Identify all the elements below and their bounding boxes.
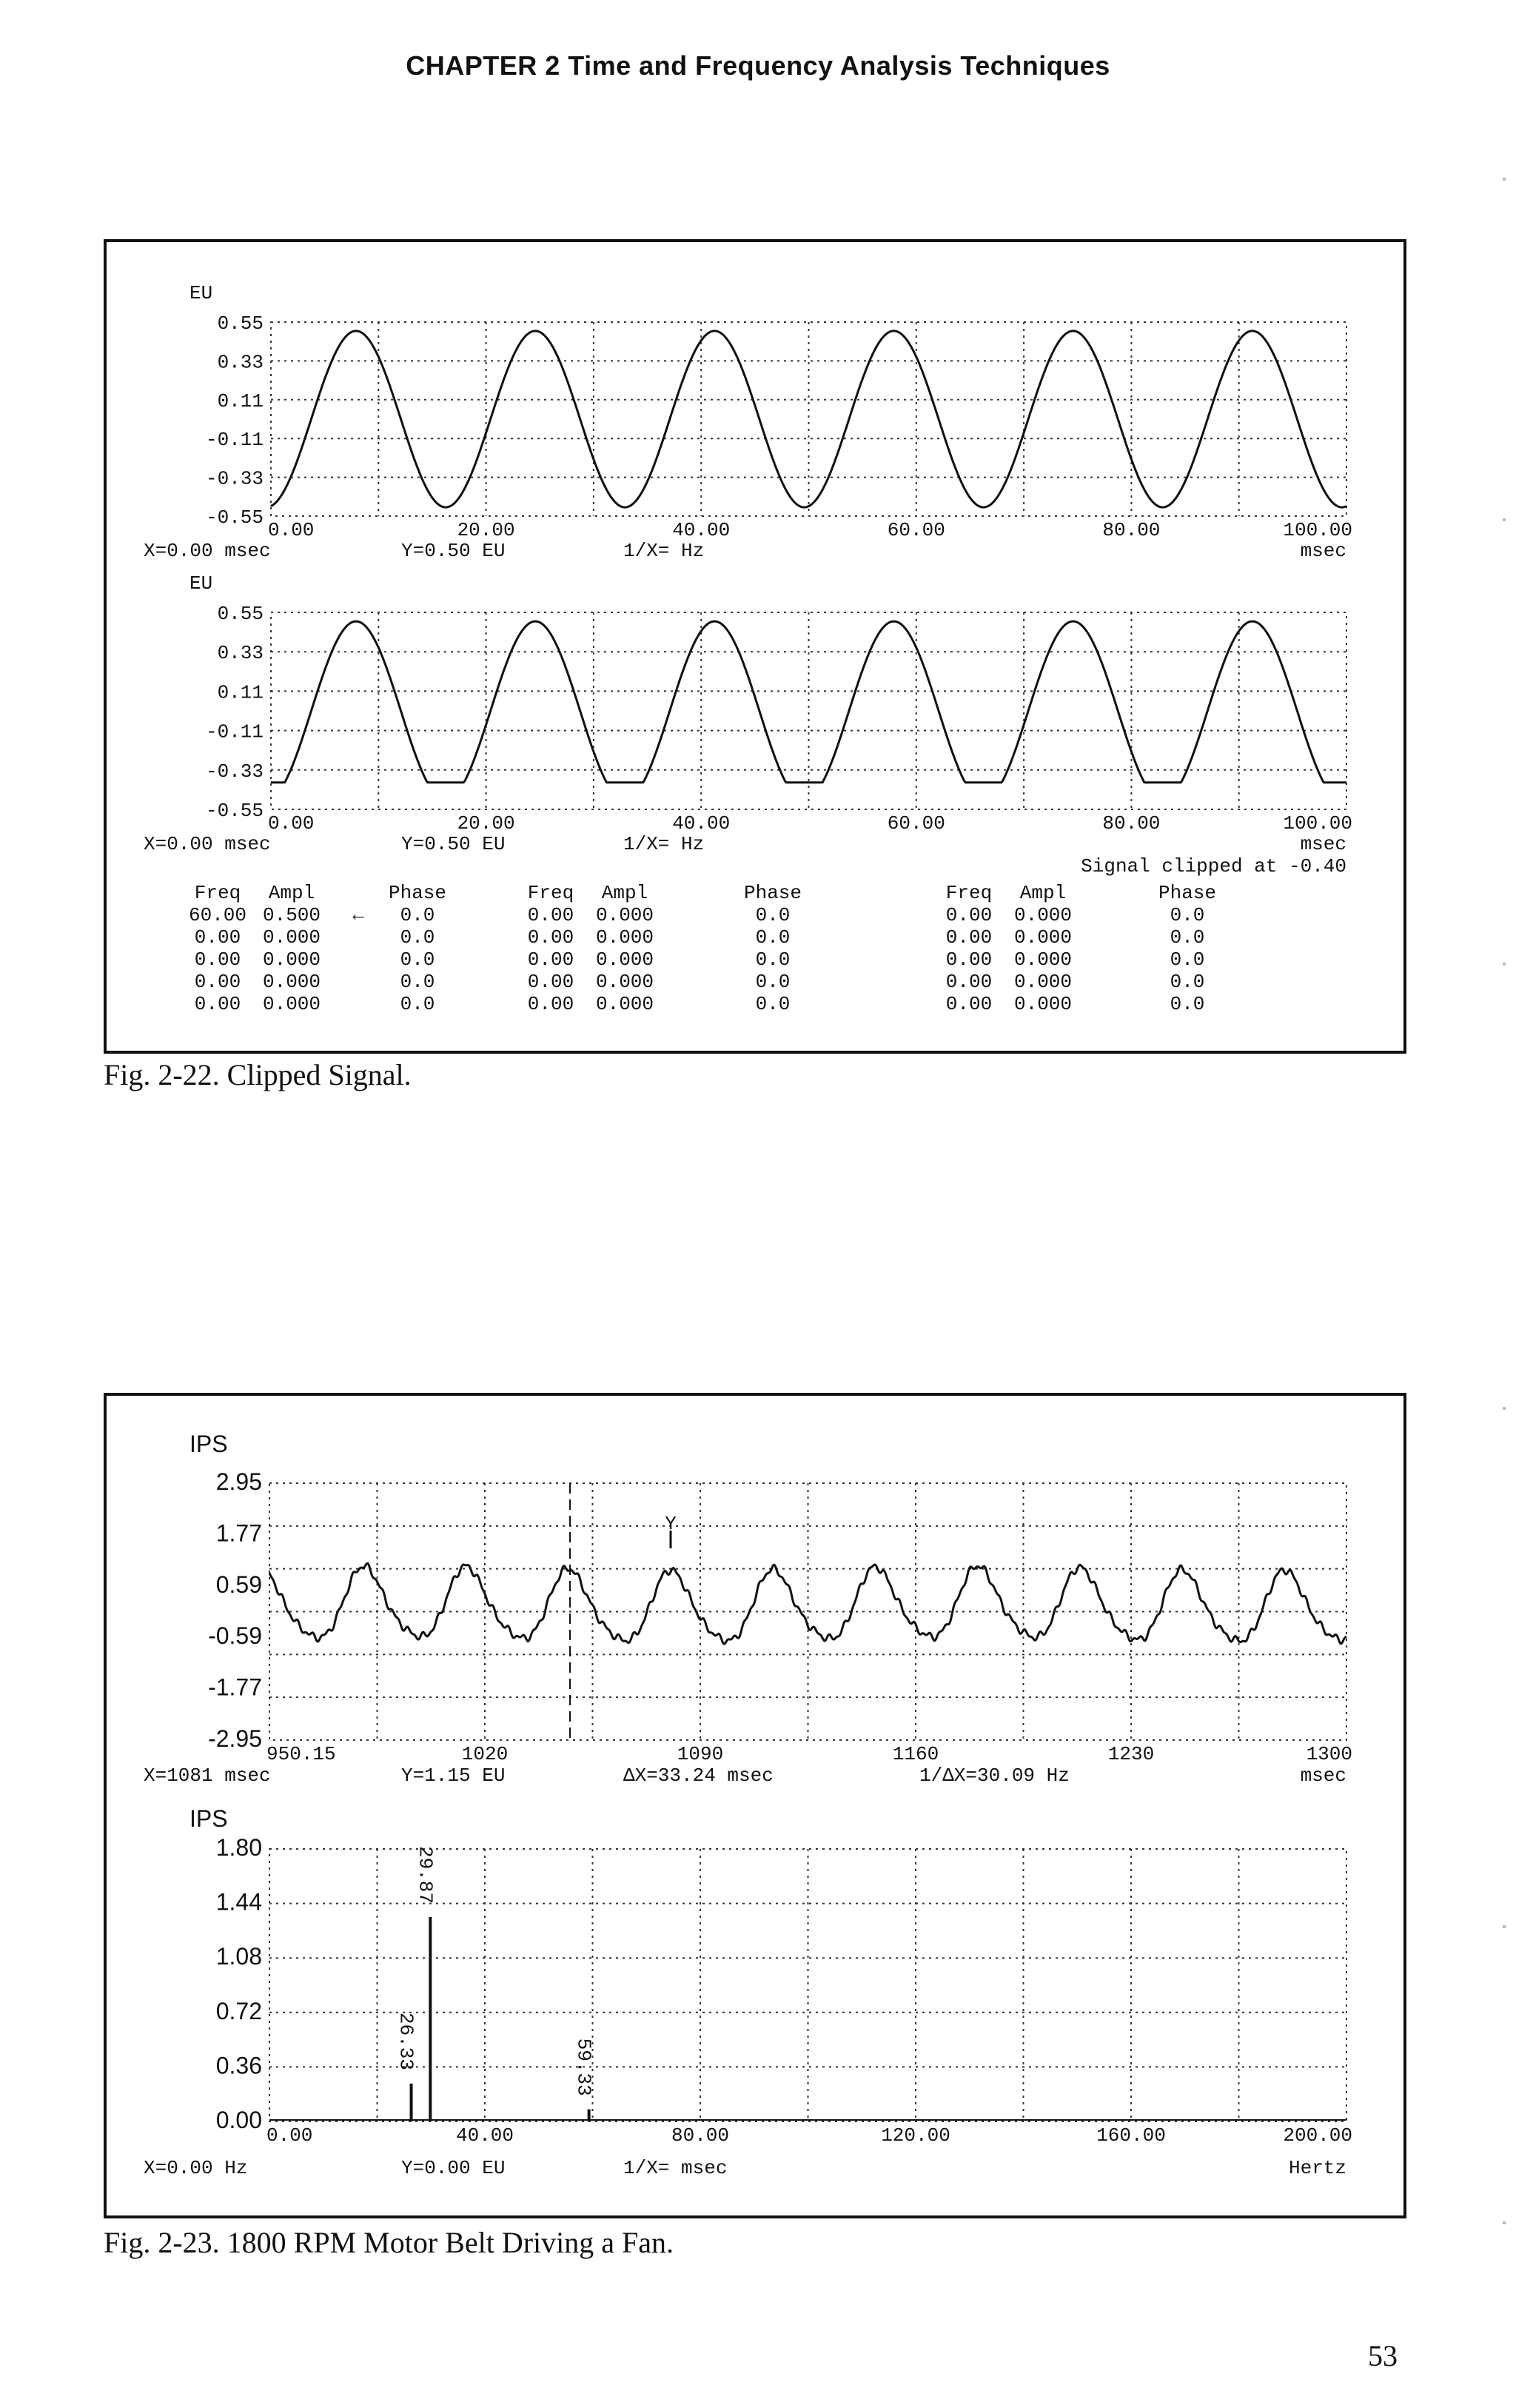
fig22-bottom-y-tick: -0.11 [205,720,264,743]
fig22-clip-note: Signal clipped at -0.40 [1081,855,1346,877]
fig22-bottom-trace [271,621,1346,783]
figure-2-22 [107,242,1403,1051]
fig23-top-y-tick: -0.59 [208,1622,262,1650]
table-cell: 0.000 [595,993,654,1015]
table-header: Freq [945,882,993,904]
table-header: Phase [1158,882,1217,904]
fig23-top-x-tick: 1090 [677,1743,724,1765]
fig23-top-y-tick: 2.95 [215,1468,262,1495]
scan-speck [1503,1407,1506,1410]
fig22-top-x-tick: 100.00 [1283,519,1352,541]
table-header: Freq [194,882,241,904]
table-cell: 0.0 [755,926,791,949]
fig22-top-x-tick: 40.00 [672,519,731,541]
table-cell: 0.0 [400,926,435,949]
fig23-top-x-tick: 1160 [892,1743,939,1765]
table-cell: 0.0 [755,949,791,971]
table-cell: 0.000 [262,926,321,949]
table-cell: 0.000 [262,971,321,993]
fig22-bottom-y-tick: 0.55 [217,603,264,625]
table-cell: 0.000 [1013,926,1073,949]
table-cell: 0.0 [755,971,791,993]
fig22-bottom-y-tick: 0.11 [217,681,264,704]
table-cell: 0.000 [595,926,654,949]
table-cell: 0.0 [1170,993,1205,1015]
fig23-bottom-y-tick: 1.80 [215,1834,262,1861]
fig22-bottom-x-tick: 100.00 [1283,812,1352,835]
fig23-top-unit: IPS [190,1431,228,1457]
fig23-bottom-y-tick: 0.72 [215,1997,262,2024]
table-cell: 0.00 [527,949,574,971]
table-cell: 0.000 [1013,904,1073,926]
fig22-top-unit: EU [190,282,213,304]
fig23-bottom-y-tick: 0.36 [215,2052,262,2079]
fig23-top-status-inv: 1/ΔX=30.09 Hz [919,1765,1070,1787]
fig22-harmonic-table [189,882,1216,1015]
fig22-top-xunit: msec [1300,540,1346,562]
figure-2-23 [107,1396,1403,2215]
table-cell: 0.0 [1170,949,1205,971]
fig22-bottom-x-tick: 20.00 [457,812,515,835]
table-header: Ampl [1019,882,1067,904]
table-cell: 0.000 [595,971,654,993]
table-cell: 0.000 [1013,993,1073,1015]
figure-2-22-frame [104,239,1406,1054]
fig23-bottom-x-tick: 80.00 [671,2124,730,2147]
fig22-bottom-y-tick: -0.33 [205,760,264,783]
table-cell: 0.0 [400,904,435,926]
fig22-top-x-tick: 20.00 [457,519,515,541]
fig23-top-status-dx: ΔX=33.24 msec [623,1765,774,1787]
spectrum-peak-label: 59.33 [572,2038,595,2096]
fig22-top-y-tick: -0.11 [205,429,264,452]
fig23-bottom-x-tick: 40.00 [455,2124,514,2147]
table-header: Phase [743,882,802,904]
table-cell: 0.00 [527,971,574,993]
fig23-top-x-tick: 1020 [461,1743,509,1765]
table-cell: 0.00 [945,926,993,949]
table-cell: 0.0 [1170,926,1205,949]
fig23-bottom-x-tick: 0.00 [266,2124,313,2147]
fig22-bottom-x-tick: 0.00 [268,812,315,835]
fig22-caption: Fig. 2-22. Clipped Signal. [104,1058,412,1091]
scan-speck [1503,178,1506,181]
table-cell: 0.0 [1170,904,1205,926]
fig22-bottom-status-inv: 1/X= Hz [623,833,705,855]
page-header: CHAPTER 2 Time and Frequency Analysis Techniques [406,50,1110,81]
table-header: Ampl [268,882,315,904]
fig23-bottom-y-tick: 1.08 [215,1943,262,1970]
fig23-top-y-tick: -2.95 [208,1725,262,1752]
spectrum-peak-label: 26.33 [395,2012,417,2070]
fig22-bottom-status-y: Y=0.50 EU [401,833,506,855]
figure-2-23-frame [104,1393,1406,2218]
table-cell: 0.0 [400,971,435,993]
table-cell: 0.00 [945,904,993,926]
fig23-top-x-tick: 1230 [1107,1743,1155,1765]
fig23-top-x-tick: 950.15 [266,1743,336,1765]
fig22-bottom-y-tick: -0.55 [205,800,264,822]
fig23-bottom-y-tick: 1.44 [215,1888,262,1916]
fig23-bottom-status-inv: 1/X= msec [623,2157,728,2179]
fig23-top-y-tick: 1.77 [215,1519,262,1547]
fig23-bottom-x-tick: 120.00 [881,2124,950,2147]
fig23-bottom-plot [144,1805,1352,2179]
table-row-marker: ← [352,904,364,926]
table-header: Freq [527,882,574,904]
fig22-bottom-xunit: msec [1300,833,1346,855]
fig22-top-status-x: X=0.00 msec [144,540,271,562]
fig23-top-x-tick: 1300 [1306,1743,1352,1765]
fig23-top-status-x: X=1081 msec [144,1765,271,1787]
table-cell: 0.0 [1170,971,1205,993]
fig22-top-y-tick: 0.33 [217,351,264,374]
scan-speck [1503,2221,1506,2224]
fig23-bottom-status-y: Y=0.00 EU [401,2157,506,2179]
table-cell: 0.00 [194,949,241,971]
fig22-top-x-tick: 0.00 [268,519,315,541]
table-cell: 0.0 [400,949,435,971]
fig23-top-plot [144,1431,1352,1787]
fig22-top-status-inv: 1/X= Hz [623,540,705,562]
fig22-bottom-x-tick: 80.00 [1102,812,1161,835]
table-cell: 60.00 [188,904,247,926]
fig23-top-y-tick: -1.77 [208,1673,262,1701]
table-cell: 0.00 [194,926,241,949]
fig23-bottom-unit: IPS [190,1805,228,1832]
fig22-bottom-x-tick: 60.00 [887,812,945,835]
table-cell: 0.000 [262,993,321,1015]
table-header: Phase [388,882,447,904]
table-cell: 0.00 [945,993,993,1015]
fig22-top-y-tick: 0.11 [217,389,264,412]
table-cell: 0.00 [194,993,241,1015]
fig23-bottom-x-tick: 200.00 [1283,2124,1352,2147]
table-cell: 0.000 [1013,949,1073,971]
table-cell: 0.00 [527,926,574,949]
table-cell: 0.00 [527,904,574,926]
table-cell: 0.00 [194,971,241,993]
table-cell: 0.000 [595,904,654,926]
table-cell: 0.0 [755,904,791,926]
spectrum-peak-label: 29.87 [414,1845,437,1904]
fig23-bottom-status-x: X=0.00 Hz [144,2157,248,2179]
table-cell: 0.500 [262,904,321,926]
fig22-bottom-plot [144,572,1352,877]
fig22-top-y-tick: -0.55 [205,506,264,529]
fig23-top-y-tick: 0.59 [215,1571,262,1598]
scan-speck [1503,518,1506,521]
fig23-top-xunit: msec [1300,1765,1346,1787]
fig22-top-y-tick: 0.55 [217,312,264,335]
fig22-top-y-tick: -0.33 [205,467,264,490]
fig22-top-x-tick: 80.00 [1102,519,1161,541]
fig23-top-status-y: Y=1.15 EU [401,1765,506,1787]
table-cell: 0.00 [945,949,993,971]
fig23-caption: Fig. 2-23. 1800 RPM Motor Belt Driving a Fan. [104,2226,674,2259]
table-header: Ampl [601,882,648,904]
fig23-bottom-y-tick: 0.00 [215,2107,262,2133]
fig22-bottom-y-tick: 0.33 [217,642,264,665]
fig22-bottom-status-x: X=0.00 msec [144,833,271,855]
fig22-top-x-tick: 60.00 [887,519,945,541]
table-cell: 0.00 [945,971,993,993]
table-cell: 0.000 [262,949,321,971]
fig23-bottom-x-tick: 160.00 [1096,2124,1166,2147]
fig22-bottom-x-tick: 40.00 [672,812,731,835]
page-number: 53 [1368,2339,1398,2372]
fig22-top-plot [144,282,1352,562]
scan-speck [1503,963,1506,966]
table-cell: 0.000 [595,949,654,971]
fig23-cursor-marker: Y [665,1513,677,1535]
table-cell: 0.00 [527,993,574,1015]
fig23-bottom-xunit: Hertz [1288,2157,1346,2179]
table-cell: 0.0 [755,993,791,1015]
fig22-bottom-unit: EU [190,572,213,595]
scan-speck [1503,1925,1506,1928]
fig22-top-plot-frame [271,322,1346,516]
table-cell: 0.000 [1013,971,1073,993]
table-cell: 0.0 [400,993,435,1015]
fig22-top-status-y: Y=0.50 EU [401,540,506,562]
